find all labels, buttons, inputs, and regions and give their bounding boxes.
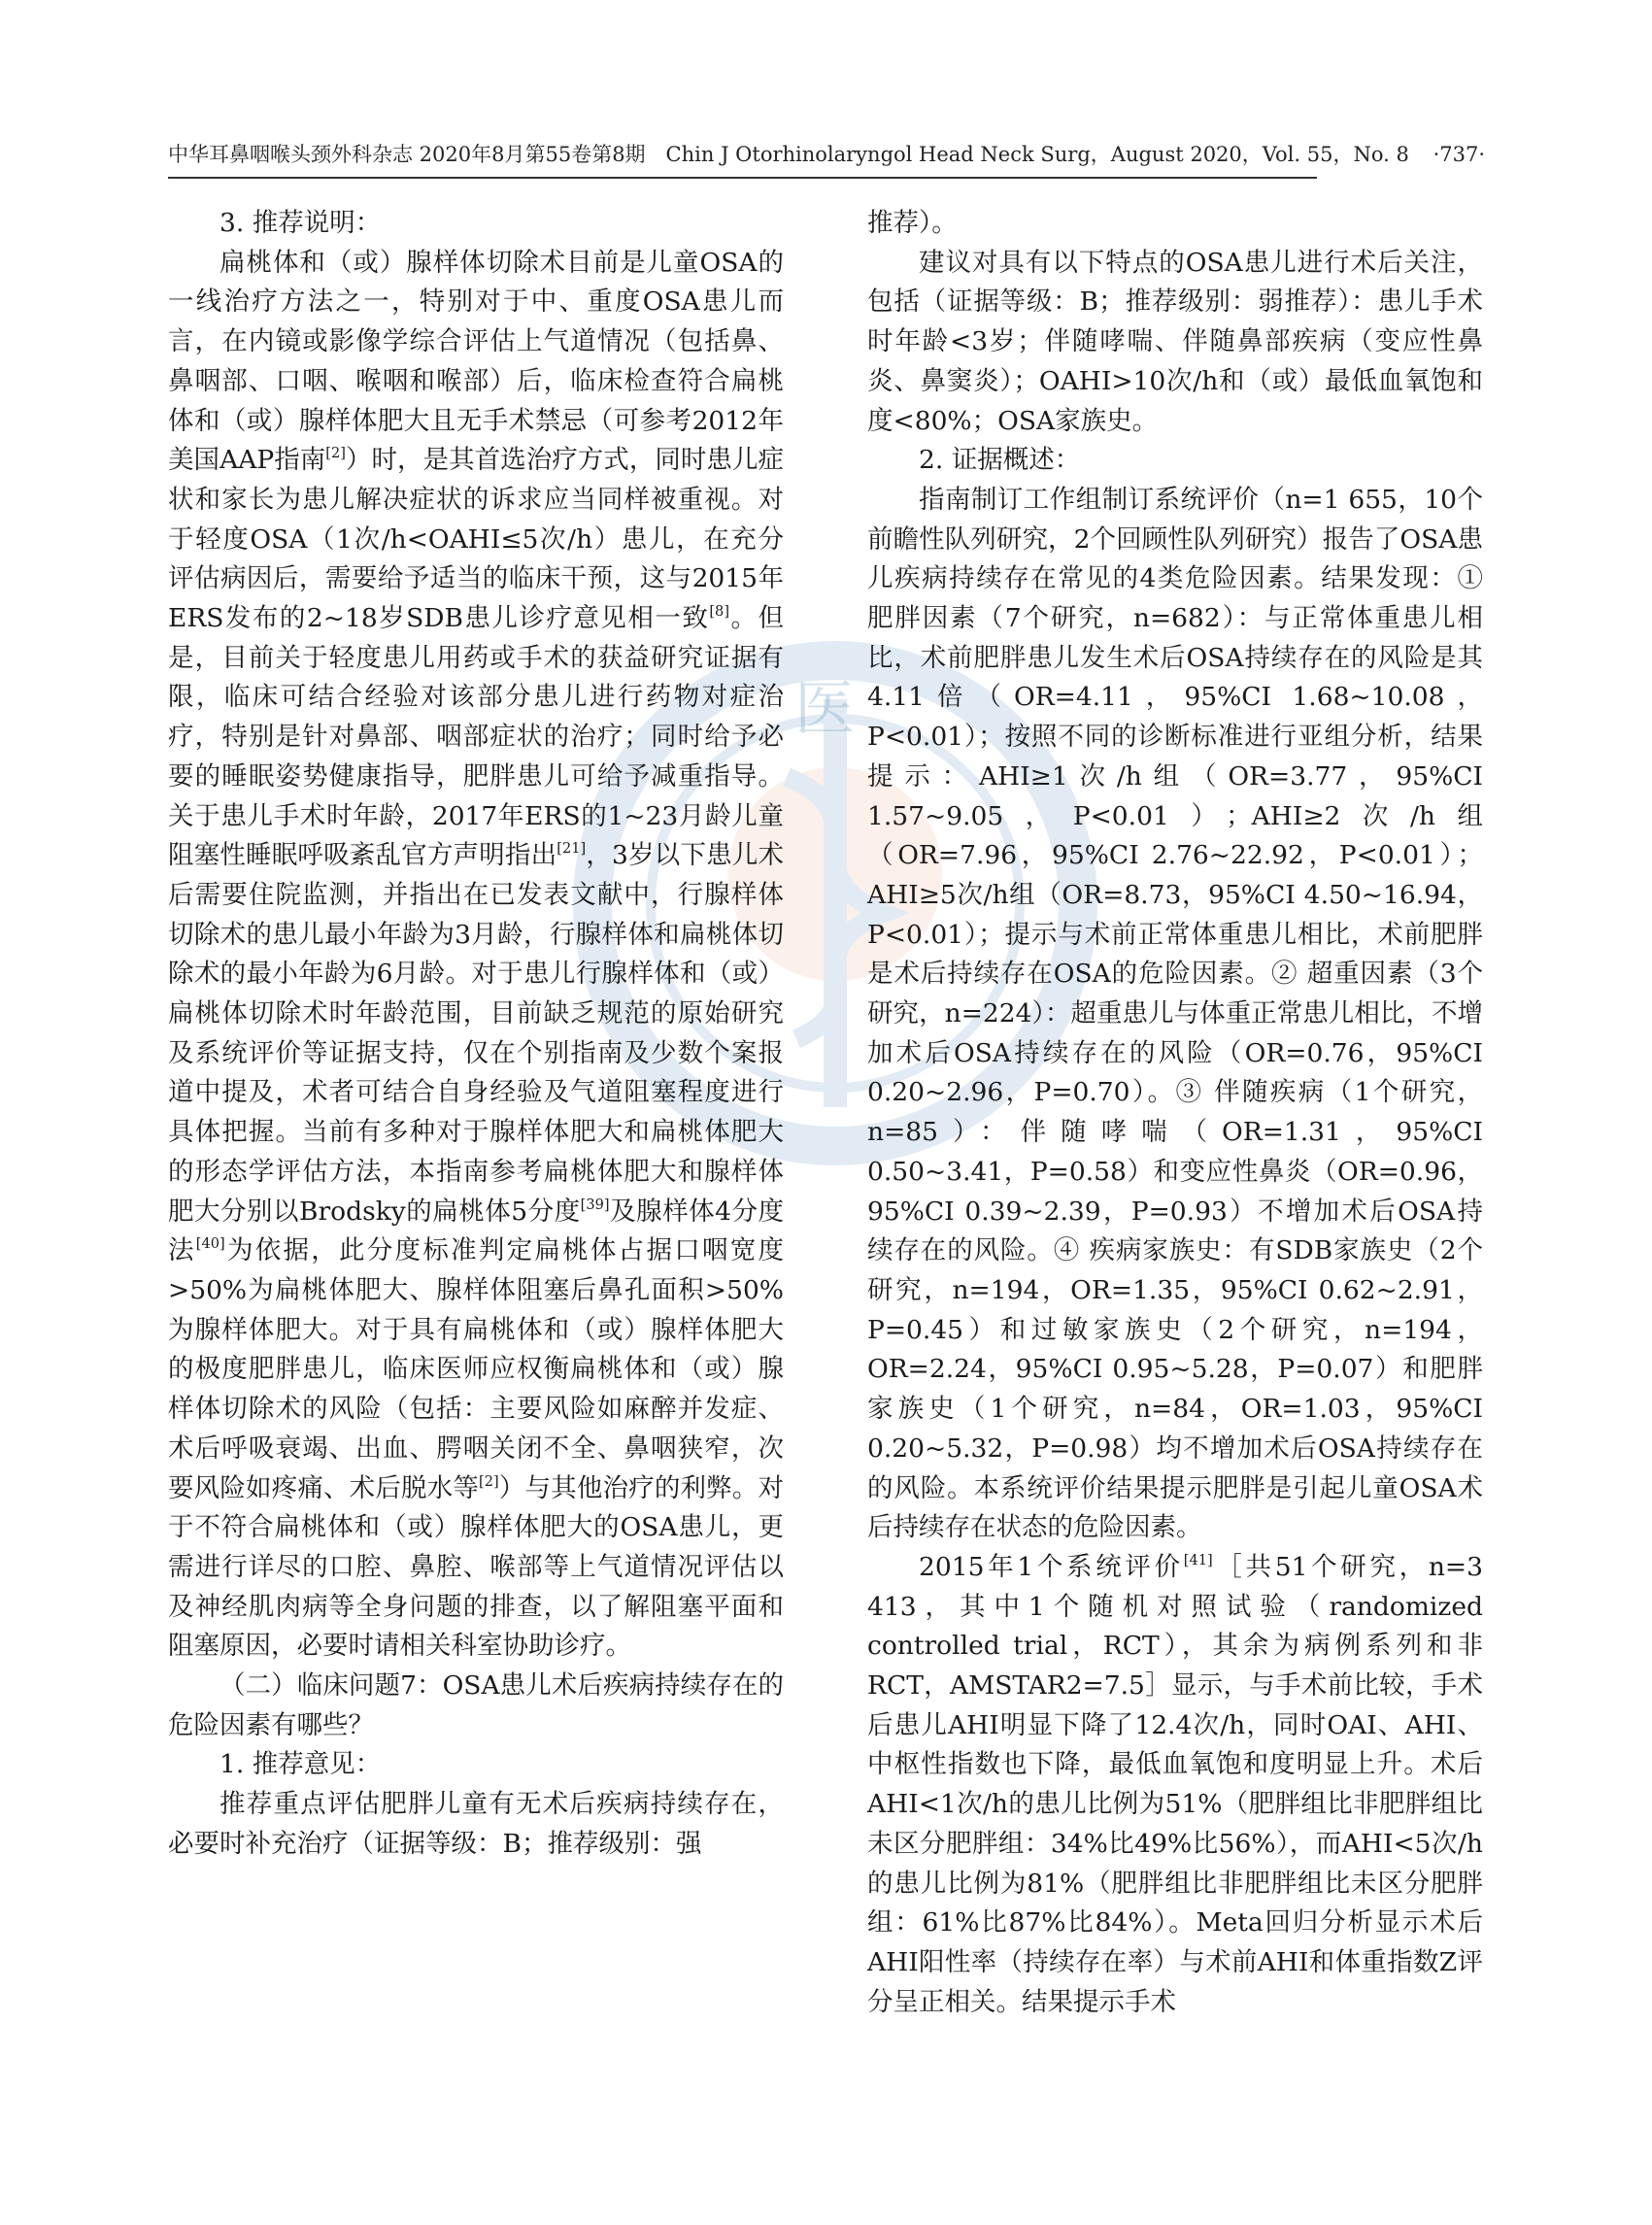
text-run: ，3岁以下患儿术后需要住院监测，并指出在已发表文献中，行腺样体切除术的患儿最小年龄为3月龄，行腺样体和扁桃体切除术的最小年龄为6月龄。对于患儿行腺样体和（或）扁桃体切除术时年龄范围，目前缺乏规范的原始研究及系统评价等证据支持，仅在个别指南及少数个案报道中提及，术者可结合自身经验及气道阻塞程度进行具体把握。当前有多种对于腺样体肥大和扁桃体肥大的形态学评估方法，本指南参考扁桃体肥大和腺样体肥大分别以Brodsky的扁桃体5分度	[168, 840, 784, 1227]
header-rule	[168, 177, 1317, 179]
text-run: 为依据，此分度标准判定扁桃体占据口咽宽度>50%为扁桃体肥大、腺样体阻塞后鼻孔面积>50%为腺样体肥大。对于具有扁桃体和（或）腺样体肥大的极度肥胖患儿，临床医师应权衡扁桃体和（或）腺样体切除术的风险（包括：主要风险如麻醉并发症、术后呼吸衰竭、出血、腭咽关闭不全、鼻咽狭窄，次要风险如疼痛、术后脱水等	[168, 1235, 785, 1503]
text-run: ）时，是其首选治疗方式，同时患儿症状和家长为患儿解决症状的诉求应当同样被重视。对于轻度OSA（1次/h<OAHI≤5次/h）患儿，在充分评估病因后，需要给予适当的临床干预，这与2015年ERS发布的2~18岁SDB患儿诊疗意见相一致	[168, 445, 785, 634]
section-heading: 1. 推荐意见：	[219, 1749, 382, 1780]
text-run: 2015年1个系统评价	[919, 1551, 1184, 1582]
citation-ref[interactable]: [8]	[709, 603, 730, 621]
paragraph: 建议对具有以下特点的OSA患儿进行术后关注，包括（证据等级：B；推荐级别：弱推荐）：患儿手术时年龄<3岁；伴随哮喘、伴随鼻部疾病（变应性鼻炎、鼻窦炎）；OAHI>10次/h和（或）最低血氧饱和度<80%；OSA家族史。	[867, 247, 1483, 436]
paragraph: 指南制订工作组制订系统评价（n=1 655，10个前瞻性队列研究，2个回顾性队列研究）报告了OSA患儿疾病持续存在常见的4类危险因素。结果发现：① 肥胖因素（7个研究，n=682）：与正常体重患儿相比，术前肥胖患儿发生术后OSA持续存在的风险是其4.11倍（OR=4.11，95%CI 1.68~10.08，P<0.01）；按照不同的诊断标准进行亚组分析，结果提示：AHI≥1次/h组（OR=3.77，95%CI 1.57~9.05，P<0.01）；AHI≥2次/h组（OR=7.96，95%CI 2.76~22.92，P<0.01）；AHI≥5次/h组（OR=8.73，95%CI 4.50~16.94，P<0.01）；提示与术前正常体重患儿相比，术前肥胖是术后持续存在OSA的危险因素。② 超重因素（3个研究，n=224）：超重患儿与体重正常患儿相比，不增加术后OSA持续存在的风险（OR=0.76，95%CI 0.20~2.96，P=0.70）。③ 伴随疾病（1个研究，n=85）：伴随哮喘（OR=1.31，95%CI 0.50~3.41，P=0.58）和变应性鼻炎（OR=0.96，95%CI 0.39~2.39，P=0.93）不增加术后OSA持续存在的风险。④ 疾病家族史：有SDB家族史（2个研究，n=194，OR=1.35，95%CI 0.62~2.91，P=0.45）和过敏家族史（2个研究，n=194，OR=2.24，95%CI 0.95~5.28，P=0.07）和肥胖家族史（1个研究，n=84，OR=1.03，95%CI 0.20~5.32，P=0.98）均不增加术后OSA持续存在的风险。本系统评价结果提示肥胖是引起儿童OSA术后持续存在状态的危险因素。	[867, 484, 1483, 1543]
citation-ref[interactable]: [40]	[195, 1235, 225, 1253]
section-heading: 3. 推荐说明：	[219, 208, 382, 238]
paragraph: 推荐重点评估肥胖儿童有无术后疾病持续存在，必要时补充治疗（证据等级：B；推荐级别：强	[168, 1789, 784, 1859]
running-header	[168, 136, 1485, 173]
left-column	[168, 204, 784, 1865]
watermark-character: 医	[794, 673, 856, 744]
journal-citation: 中华耳鼻咽喉头颈外科杂志 2020年8月第55卷第8期 Chin J Otorhinolaryngol Head Neck Surg，August 2020，Vol. 55，No. 8	[168, 143, 1409, 166]
citation-ref[interactable]: [2]	[325, 445, 346, 462]
clinical-question-heading: （二）临床问题7：OSA患儿术后疾病持续存在的危险因素有哪些？	[168, 1670, 784, 1740]
text-run: ［共51个研究，n=3 413，其中1个随机对照试验（randomized controlled trial，RCT），其余为病例系列和非RCT，AMSTAR2=7.5］显示，与手术前比较，手术后患儿AHI明显下降了12.4次/h，同时OAI、AHI、中枢性指数也下降，最低血氧饱和度明显上升。术后AHI<1次/h的患儿比例为51%（肥胖组比非肥胖组比未区分肥胖组：34%比49%比56%），而AHI<5次/h的患儿比例为81%（肥胖组比非肥胖组比未区分肥胖组：61%比87%比84%）。Meta回归分析显示术后AHI阳性率（持续存在率）与术前AHI和体重指数Z评分呈正相关。结果提示手术	[867, 1551, 1483, 2017]
paragraph	[168, 244, 784, 1667]
right-column	[867, 204, 1483, 2022]
text-run: 扁桃体和（或）腺样体切除术目前是儿童OSA的一线治疗方法之一，特别对于中、重度OSA患儿而言，在内镜或影像学综合评估上气道情况（包括鼻、鼻咽部、口咽、喉咽和喉部）后，临床检查符合扁桃体和（或）腺样体肥大且无手术禁忌（可参考2012年美国AAP指南	[168, 247, 784, 476]
citation-ref[interactable]: [41]	[1183, 1551, 1213, 1568]
section-heading: 2. 证据概述：	[919, 445, 1081, 476]
text-run: ）与其他治疗的利弊。对于不符合扁桃体和（或）腺样体肥大的OSA患儿，更需进行详尽的口腔、鼻腔、喉部等上气道情况评估以及神经肌肉病等全身问题的排查，以了解阻塞平面和阻塞原因，必要时请相关科室协助诊疗。	[168, 1472, 785, 1662]
paragraph	[867, 1548, 1483, 2022]
citation-ref[interactable]: [39]	[580, 1196, 610, 1213]
text-run: 及腺样体4分度法	[168, 1196, 784, 1266]
page-number: ·737·	[1433, 143, 1485, 166]
citation-ref[interactable]: [2]	[479, 1472, 499, 1490]
text-run: 。但是，目前关于轻度患儿用药或手术的获益研究证据有限，临床可结合经验对该部分患儿进行药物对症治疗，特别是针对鼻部、咽部症状的治疗；同时给予必要的睡眠姿势健康指导，肥胖患儿可给予减重指导。关于患儿手术时年龄，2017年ERS的1~23月龄儿童阻塞性睡眠呼吸紊乱官方声明指出	[168, 603, 784, 871]
paragraph-continued: 推荐）。	[867, 208, 958, 238]
citation-ref[interactable]: [21]	[556, 840, 587, 858]
